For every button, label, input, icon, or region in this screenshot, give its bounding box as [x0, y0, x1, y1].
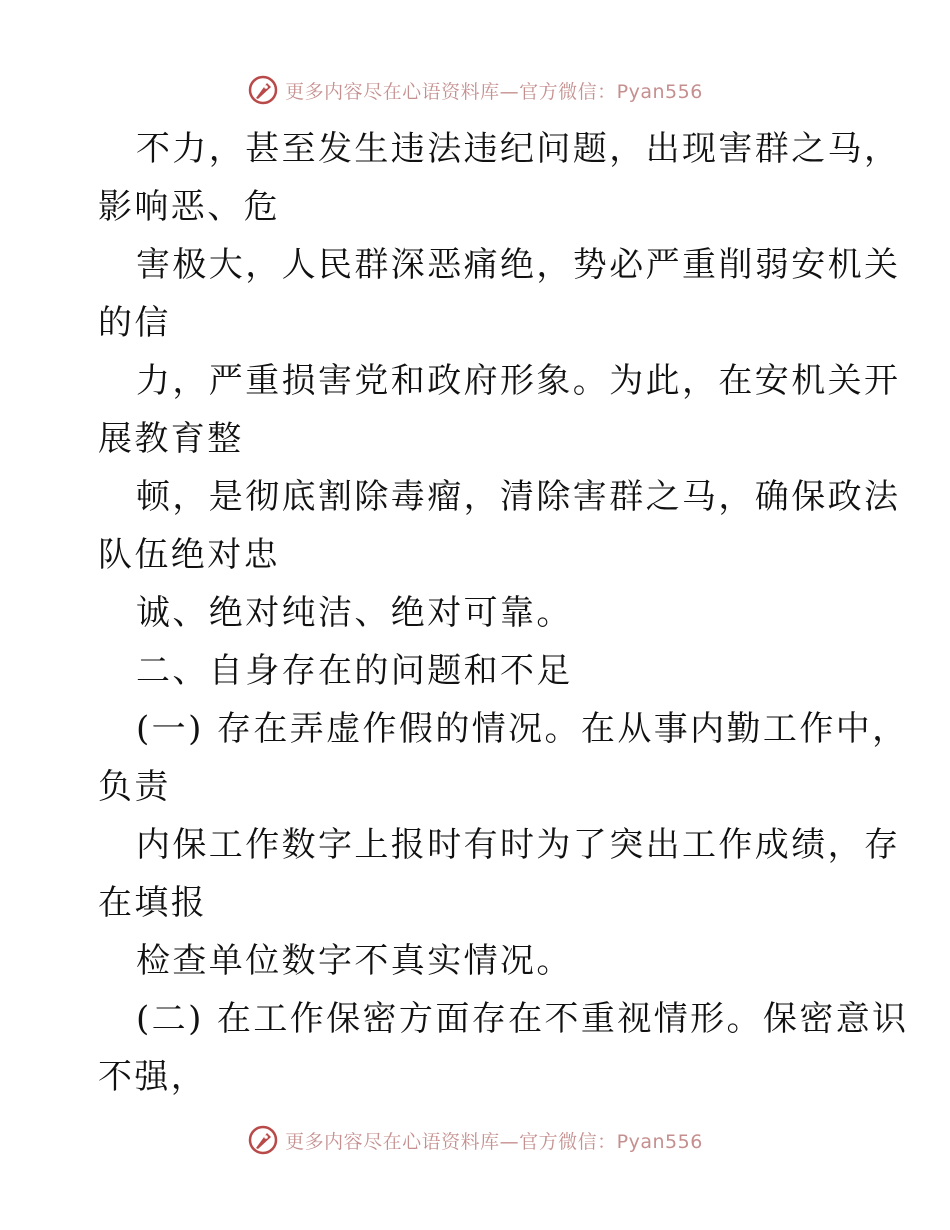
- body-text-line: 诚、绝对纯洁、绝对可靠。: [136, 593, 573, 633]
- body-text-line: 展教育整: [98, 419, 244, 459]
- body-text-line: 不力，甚至发生违法违纪问题，出现害群之马，: [136, 129, 901, 169]
- body-text-line: 不强，: [98, 1057, 208, 1097]
- body-text-line: 害极大，人民群深恶痛绝，势必严重削弱安机关: [136, 245, 901, 285]
- body-text-line: (一) 存在弄虚作假的情况。在从事内勤工作中，: [136, 709, 909, 749]
- body-text-line: 力，严重损害党和政府形象。为此，在安机关开: [136, 361, 901, 401]
- pen-nib-logo-icon: [247, 74, 279, 106]
- footer-banner-text: 更多内容尽在心语资料库—官方微信：Pyan556: [285, 1130, 703, 1153]
- document-body: [98, 120, 909, 1106]
- footer-banner: [0, 1122, 950, 1158]
- header-banner-text: 更多内容尽在心语资料库—官方微信：Pyan556: [285, 80, 703, 103]
- pen-nib-logo-icon: [247, 1124, 279, 1156]
- body-text-line: 顿，是彻底割除毒瘤，清除害群之马，确保政法: [136, 477, 901, 517]
- body-text-line: 的信: [98, 303, 171, 343]
- body-text-line: 内保工作数字上报时有时为了突出工作成绩，存: [136, 825, 901, 865]
- body-text-line: 队伍绝对忠: [98, 535, 280, 575]
- header-banner: [0, 72, 950, 108]
- body-text-line: 二、自身存在的问题和不足: [136, 651, 573, 691]
- body-text-line: 负责: [98, 767, 171, 807]
- body-text-line: 检查单位数字不真实情况。: [136, 941, 573, 981]
- body-text-line: 影响恶、危: [98, 187, 280, 227]
- body-text-line: (二) 在工作保密方面存在不重视情形。保密意识: [136, 999, 909, 1039]
- body-text-line: 在填报: [98, 883, 208, 923]
